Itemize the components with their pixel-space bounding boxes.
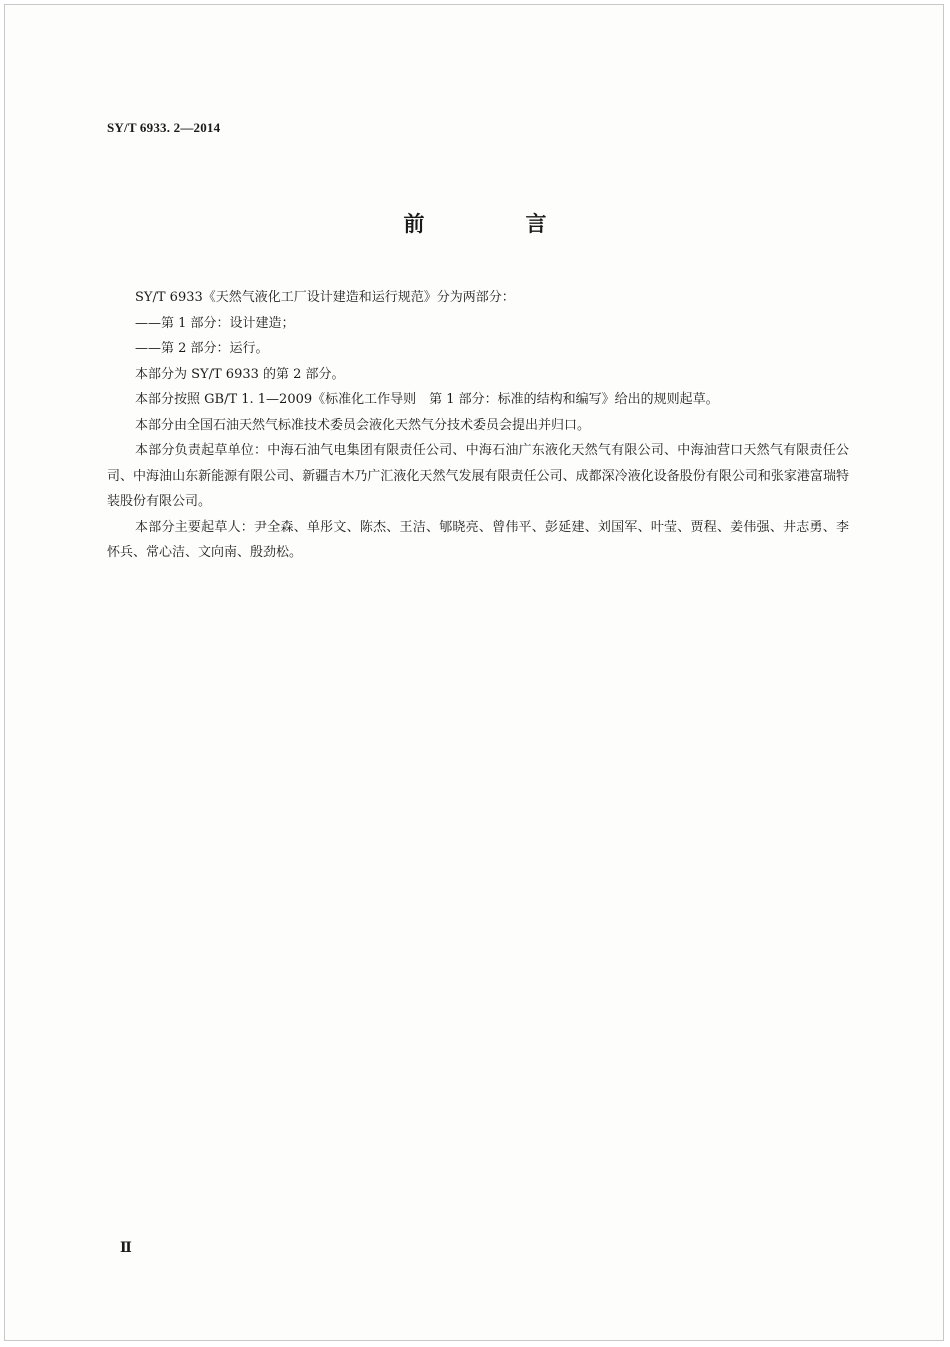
paragraph-drafters: 本部分主要起草人：尹全森、单彤文、陈杰、王洁、郇晓亮、曾伟平、彭延建、刘国军、叶莹、贾程、姜伟强、井志勇、李怀兵、常心洁、文向南、殷劲松。 bbox=[107, 519, 849, 560]
standard-code: SY/T 6933. 2—2014 bbox=[107, 120, 221, 135]
page-title: 前 言 bbox=[403, 212, 587, 236]
paragraph-drafting-rules: 本部分按照 GB/T 1. 1—2009《标准化工作导则 第 1 部分：标准的结构和编写》给出的规则起草。 bbox=[135, 392, 719, 407]
paragraph-drafting-units: 本部分负责起草单位：中海石油气电集团有限责任公司、中海石油广东液化天然气有限公司、中海油营口天然气有限责任公司、中海油山东新能源有限公司、新疆吉木乃广汇液化天然气发展有限责任公司、成都深冷液化设备股份有限公司和张家港富瑞特装股份有限公司。 bbox=[107, 443, 849, 509]
paragraph-proposed-by: 本部分由全国石油天然气标准技术委员会液化天然气分技术委员会提出并归口。 bbox=[135, 417, 591, 433]
page-sheet bbox=[4, 4, 944, 1341]
paragraph-part-2: ——第 2 部分：运行。 bbox=[135, 341, 269, 356]
paragraph-this-part: 本部分为 SY/T 6933 的第 2 部分。 bbox=[135, 366, 345, 382]
paragraph-part-1: ——第 1 部分：设计建造； bbox=[135, 315, 295, 331]
foreword-body bbox=[107, 285, 849, 566]
page-number: Ⅱ bbox=[120, 1241, 132, 1256]
paragraph-parts-intro: SY/T 6933《天然气液化工厂设计建造和运行规范》分为两部分： bbox=[135, 290, 515, 305]
